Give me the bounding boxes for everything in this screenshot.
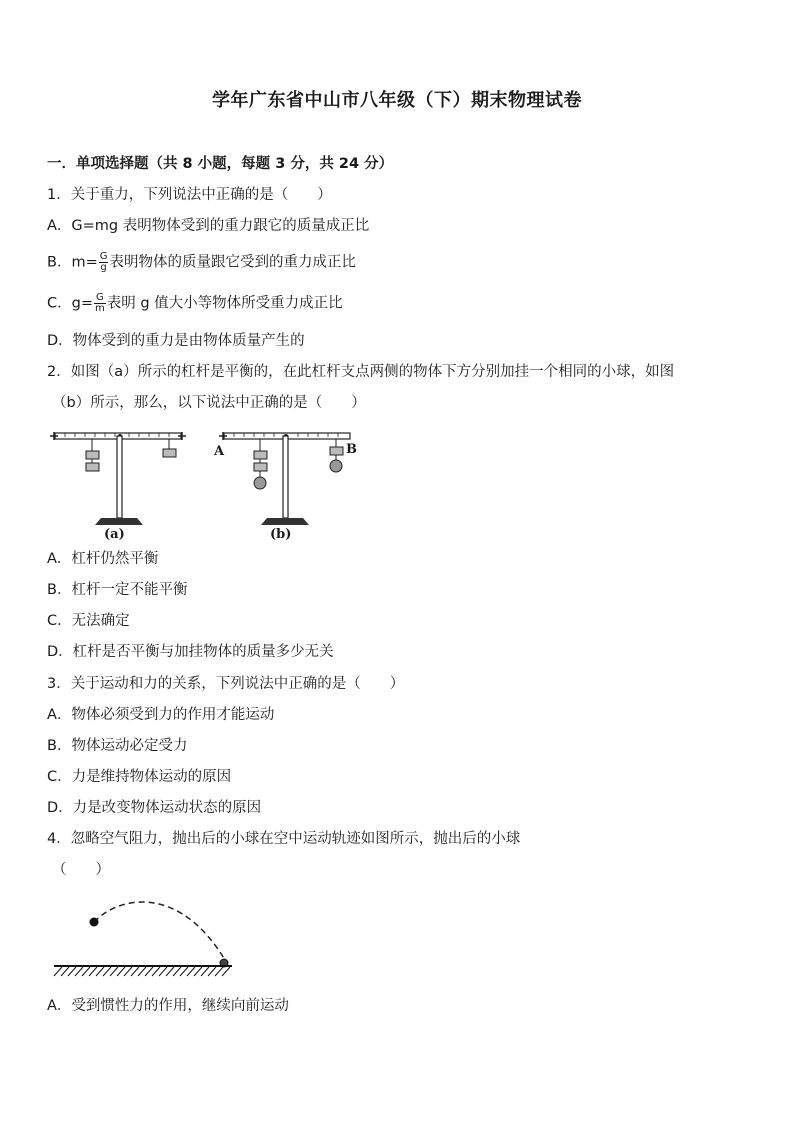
- label-B: B: [346, 442, 357, 457]
- q1-c-denominator: m: [94, 303, 105, 314]
- q2-option-a: A．杠杆仍然平衡: [47, 551, 159, 567]
- q1-stem: 1．关于重力，下列说法中正确的是（ ）: [47, 187, 332, 203]
- q1-c-suffix: 表明 g 值大小等物体所受重力成正比: [106, 295, 343, 312]
- q1-b-denominator: g: [100, 262, 107, 273]
- q1-option-a: A．G=mg 表明物体受到的重力跟它的质量成正比: [47, 218, 370, 234]
- lever-figure-a: [47, 423, 197, 548]
- q1-b-numerator: G: [99, 251, 108, 262]
- projectile-figure: [50, 890, 240, 982]
- figure-b-label: (b): [270, 527, 292, 542]
- q3-option-b: B．物体运动必定受力: [47, 738, 188, 754]
- lever-figure-b: [212, 423, 362, 548]
- q1-option-d: D．物体受到的重力是由物体质量产生的: [47, 333, 305, 349]
- q1-b-suffix: 表明物体的质量跟它受到的重力成正比: [109, 254, 356, 271]
- q4-stem-line2: （ ）: [52, 862, 110, 878]
- figure-a-label: (a): [104, 527, 125, 542]
- q3-option-c: C．力是维持物体运动的原因: [47, 769, 232, 785]
- q4-option-a: A．受到惯性力的作用，继续向前运动: [47, 998, 289, 1014]
- q1-c-numerator: G: [95, 292, 104, 303]
- q1-option-c: [47, 293, 343, 314]
- q1-b-fraction: [99, 252, 109, 273]
- q1-option-b: [47, 252, 356, 273]
- q3-stem: 3．关于运动和力的关系，下列说法中正确的是（ ）: [47, 676, 405, 692]
- page-title: 学年广东省中山市八年级（下）期末物理试卷: [212, 90, 582, 111]
- q2-stem-line1: 2．如图（a）所示的杠杆是平衡的，在此杠杆支点两侧的物体下方分别加挂一个相同的小球，如图: [47, 364, 675, 380]
- q2-option-b: B．杠杆一定不能平衡: [47, 582, 188, 598]
- q1-b-prefix: B．m=: [47, 254, 98, 271]
- q1-c-fraction: [94, 293, 106, 314]
- ball-start: [90, 918, 99, 927]
- q3-option-d: D．力是改变物体运动状态的原因: [47, 800, 262, 816]
- q2-stem-line2: （b）所示，那么，以下说法中正确的是（ ）: [52, 395, 366, 411]
- q3-option-a: A．物体必须受到力的作用才能运动: [47, 707, 275, 723]
- q2-option-d: D．杠杆是否平衡与加挂物体的质量多少无关: [47, 644, 334, 660]
- projectile-drawing: [50, 890, 240, 982]
- section-heading: 一．单项选择题（共 8 小题，每题 3 分，共 24 分）: [47, 156, 394, 172]
- q4-stem-line1: 4．忽略空气阻力，抛出后的小球在空中运动轨迹如图所示，抛出后的小球: [47, 831, 521, 847]
- label-A: A: [214, 444, 225, 459]
- q2-option-c: C．无法确定: [47, 613, 130, 629]
- q1-c-prefix: C．g=: [47, 295, 93, 312]
